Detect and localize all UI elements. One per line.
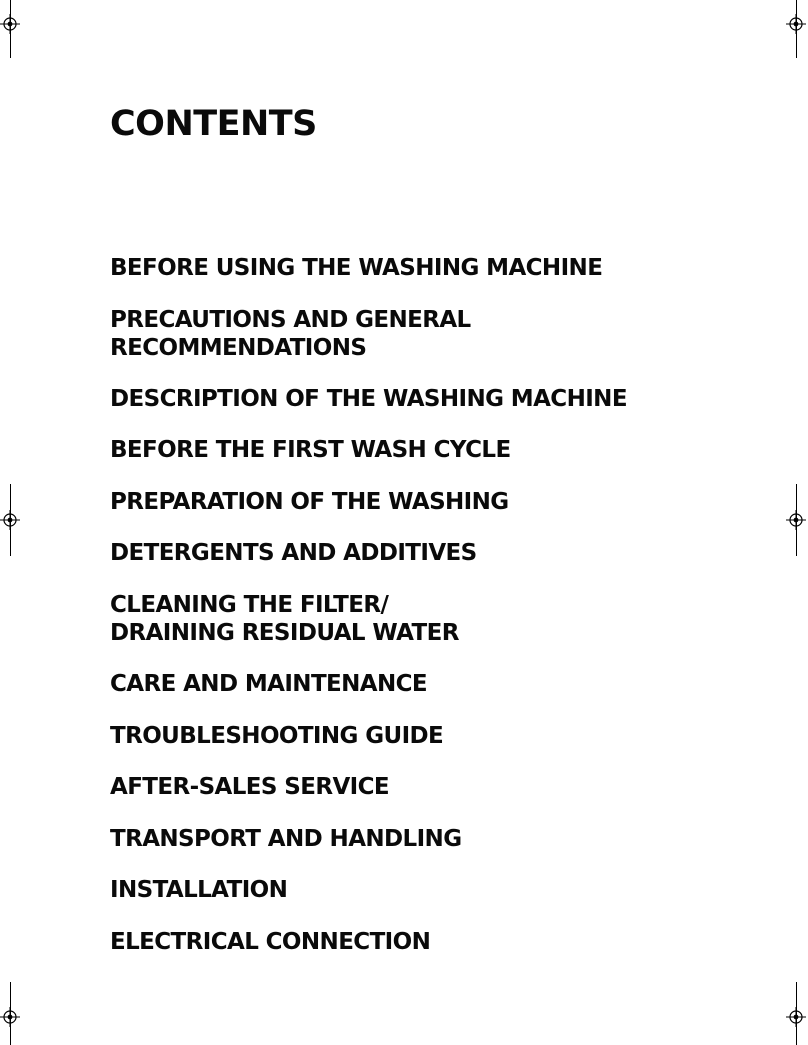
toc-item-installation <box>110 876 287 904</box>
toc-item-troubleshooting <box>110 722 443 750</box>
toc-item-transport <box>110 825 461 853</box>
toc-item-label: BEFORE USING THE WASHING MACHINE <box>110 255 603 281</box>
toc-item-label: DESCRIPTION OF THE WASHING MACHINE <box>110 386 627 412</box>
toc-item-electrical <box>110 928 430 956</box>
toc-item-label: RECOMMENDATIONS <box>110 335 367 361</box>
trim-line <box>796 484 797 556</box>
trim-line <box>796 0 797 58</box>
toc-item-before-using <box>110 254 602 282</box>
toc-item-precautions <box>110 306 471 362</box>
toc-item-label: CARE AND MAINTENANCE <box>110 671 428 697</box>
trim-line <box>10 484 11 556</box>
toc-item-cleaning-filter <box>110 591 459 647</box>
toc-item-label: DRAINING RESIDUAL WATER <box>110 620 459 646</box>
trim-line <box>10 982 11 1045</box>
toc-item-detergents <box>110 539 477 567</box>
trim-line <box>796 982 797 1045</box>
toc-item-label: TROUBLESHOOTING GUIDE <box>110 723 444 749</box>
toc-item-label: TRANSPORT AND HANDLING <box>110 826 462 852</box>
toc-item-care <box>110 670 427 698</box>
toc-item-before-first-wash <box>110 436 511 464</box>
toc-item-label: AFTER-SALES SERVICE <box>110 774 390 800</box>
toc-item-label: ELECTRICAL CONNECTION <box>110 929 431 955</box>
toc-item-label: PRECAUTIONS AND GENERAL <box>110 307 471 333</box>
toc-item-description <box>110 385 627 413</box>
toc-item-label: BEFORE THE FIRST WASH CYCLE <box>110 437 511 463</box>
toc-item-preparation <box>110 488 509 516</box>
toc-item-label: CLEANING THE FILTER/ <box>110 592 389 618</box>
trim-line <box>10 0 11 58</box>
page-title: CONTENTS <box>110 104 317 144</box>
toc-item-after-sales <box>110 773 389 801</box>
toc-item-label: PREPARATION OF THE WASHING <box>110 489 509 515</box>
toc-item-label: INSTALLATION <box>110 877 288 903</box>
toc-item-label: DETERGENTS AND ADDITIVES <box>110 540 477 566</box>
